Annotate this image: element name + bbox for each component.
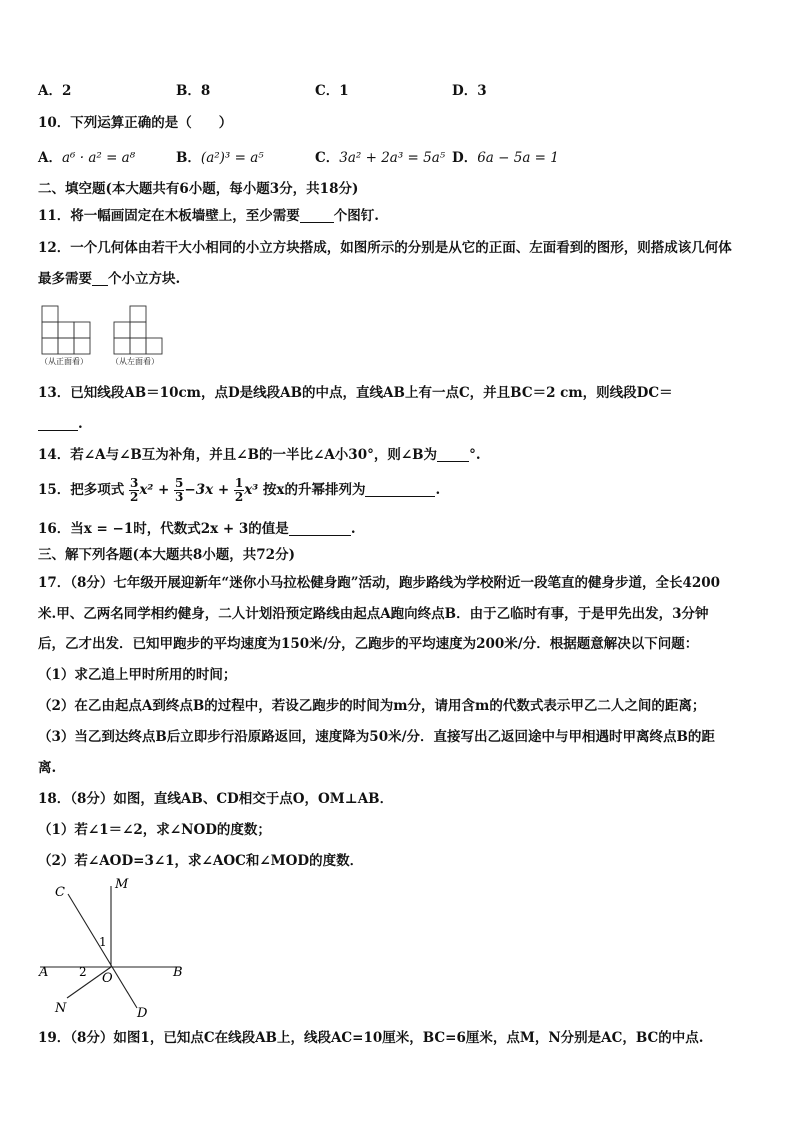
q15-frac3-num: 1: [234, 476, 244, 490]
q15-fraction-1: [129, 477, 139, 504]
q16-answer-blank[interactable]: [289, 521, 351, 536]
front-view-grid: [42, 306, 90, 354]
q17-line1: 17．（8分）七年级开展迎新年“迷你小马拉松健身跑”活动，跑步路线为学校附近一段笔直的健身步道，全长4200: [38, 575, 721, 591]
q17-part2: （2）在乙由起点A到终点B的过程中，若设乙跑步的时间为m分，请用含m的代数式表示甲乙二人之间的距离；: [38, 698, 706, 714]
q15-text: 15．把多项式: [38, 482, 125, 498]
q15-text-after: 按x的升幂排列为: [262, 482, 366, 498]
q10-option-a-label: A．: [38, 150, 62, 166]
q9-option-d: D．3: [452, 83, 487, 99]
q18-stem: 18．（8分）如图，直线AB、CD相交于点O，OM⊥AB．: [38, 791, 394, 807]
q15-term2: −3x +: [184, 482, 230, 498]
label-a: A: [39, 965, 49, 980]
q11-text-end: 个图钉.: [333, 208, 379, 224]
q13-line2: [38, 414, 83, 434]
q16-text: 16．当x = −1时，代数式2x + 3的值是: [38, 521, 289, 537]
q18-geometry-figure: [30, 872, 200, 1024]
label-o: O: [102, 971, 113, 986]
front-view-caption: （从正面看）: [40, 357, 88, 366]
label-angle-1: 1: [99, 935, 107, 949]
q19-stem: 19．（8分）如图1，已知点C在线段AB上，线段AC=10厘米，BC=6厘米，点M，N分别是AC，BC的中点.: [38, 1030, 704, 1046]
q15-term1: x² +: [139, 482, 170, 498]
q10-option-a: [38, 148, 135, 168]
label-d: D: [137, 1006, 148, 1021]
q9-option-a: A．2: [38, 83, 72, 99]
q12-line2: [38, 269, 180, 289]
line-cd: [68, 894, 137, 1008]
q10-option-a-expr: a⁶ · a² = a⁸: [61, 150, 136, 166]
q10-option-d-label: D．: [452, 150, 478, 166]
q14-text-end: °.: [469, 447, 481, 463]
q16: [38, 519, 356, 539]
q9-option-c: C．1: [315, 83, 349, 99]
q9-option-b: B．8: [176, 83, 211, 99]
q10-option-c-expr: 3a² + 2a³ = 5a⁵: [339, 150, 446, 166]
q15: [38, 475, 440, 505]
q11: [38, 206, 379, 226]
q17-line3: 后，乙才出发．已知甲跑步的平均速度为150米/分，乙跑步的平均速度为200米/分．根据题意解决以下问题：: [38, 636, 699, 652]
section2-heading: 二、填空题(本大题共有6小题，每小题3分，共18分): [38, 181, 359, 197]
q16-text-end: .: [350, 521, 356, 537]
label-angle-2: 2: [79, 965, 87, 979]
label-n: N: [55, 1001, 67, 1016]
left-view-caption: （从左面看）: [111, 357, 159, 366]
q10-option-c: [315, 148, 445, 168]
section3-heading: 三、解下列各题(本大题共8小题，共72分): [38, 547, 295, 563]
q15-term3: x³: [244, 482, 259, 498]
q15-text-end: .: [435, 482, 441, 498]
q11-answer-blank[interactable]: [300, 208, 334, 223]
q13-answer-blank[interactable]: [38, 416, 78, 431]
q15-frac2-den: 3: [175, 490, 184, 504]
q11-text: 11．将一幅画固定在木板墙壁上，至少需要: [38, 208, 300, 224]
label-b: B: [173, 965, 183, 980]
q17-part3-line2: 离.: [38, 760, 57, 776]
q13-text-end: .: [78, 416, 83, 432]
q18-part1: （1）若∠1＝∠2，求∠NOD的度数；: [38, 822, 271, 838]
q12-text-end: 个小立方块.: [108, 271, 181, 287]
q10-option-c-label: C．: [315, 150, 340, 166]
label-m: M: [115, 877, 129, 892]
q17-line2: 米.甲、乙两名同学相约健身，二人计划沿预定路线由起点A跑向终点B．由于乙临时有事，于是甲先出发，3分钟: [38, 606, 709, 622]
q15-fraction-3: [234, 477, 244, 504]
q14-answer-blank[interactable]: [437, 447, 469, 462]
q10-option-b-expr: (a²)³ = a⁵: [200, 150, 264, 166]
q15-fraction-2: [174, 477, 184, 504]
q13-line1: 13．已知线段AB＝10cm，点D是线段AB的中点，直线AB上有一点C，并且BC＝2 cm，则线段DC＝: [38, 385, 673, 401]
q10-option-b: [176, 148, 264, 168]
q10-option-b-label: B．: [176, 150, 201, 166]
q12-text: 最多需要: [38, 271, 92, 287]
q17-part3-line1: （3）当乙到达终点B后立即步行沿原路返回，速度降为50米/分．直接写出乙返回途中与甲相遇时甲离终点B的距: [38, 729, 715, 745]
q10-stem: 10．下列运算正确的是（ ）: [38, 115, 233, 131]
q15-frac2-num: 5: [175, 476, 184, 490]
left-view-grid: [114, 306, 162, 354]
q18-part2: （2）若∠AOD=3∠1，求∠AOC和∠MOD的度数．: [38, 853, 364, 869]
q14-text: 14．若∠A与∠B互为补角，并且∠B的一半比∠A小30°，则∠B为: [38, 447, 438, 463]
q10-option-d-expr: 6a − 5a = 1: [477, 150, 559, 166]
label-c: C: [55, 885, 65, 900]
q10-option-d: [452, 148, 559, 168]
q15-answer-blank[interactable]: [365, 482, 435, 497]
q12-answer-blank[interactable]: [92, 271, 108, 286]
q17-part1: （1）求乙追上甲时所用的时间；: [38, 667, 237, 683]
q15-frac3-den: 2: [234, 490, 244, 504]
q12-line1: 12．一个几何体由若干大小相同的小立方块搭成，如图所示的分别是从它的正面、左面看到的图形，则搭成该几何体: [38, 240, 732, 256]
q15-frac1-num: 3: [130, 476, 139, 490]
q14: [38, 445, 481, 465]
q15-frac1-den: 2: [130, 490, 139, 504]
